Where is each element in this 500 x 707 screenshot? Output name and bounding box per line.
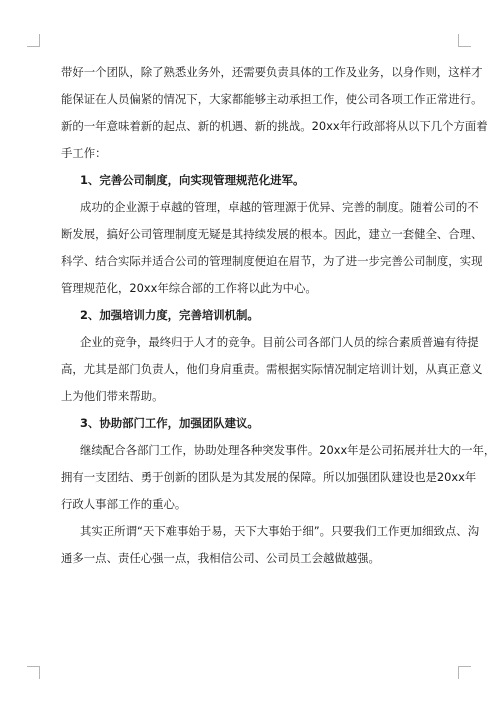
text-line: 企业的竞争，最终归于人才的竞争。目前公司各部门人员的综合素质普遍有待提 [80, 335, 479, 349]
text-line: 继续配合各部门工作，协助处理各种突发事件。20xx年是公司拓展并壮大的一年， [80, 443, 496, 457]
text-line: 其实正所谓“天下难事始于易，天下大事始于细”。只要我们工作更加细致点、沟 [80, 524, 480, 538]
section-heading: 2、加强培训力度，完善培训机制。 [80, 308, 259, 322]
crop-mark-top-left [27, 34, 40, 47]
crop-mark-bottom-left [27, 666, 40, 679]
text-line: 高，尤其是部门负责人，他们身肩重责。需根据实际情况制定培训计划，从真正意义 [61, 362, 483, 376]
text-line: 通多一点、责任心强一点，我相信公司、公司员工会越做越强。 [61, 551, 380, 565]
text-line: 成功的企业源于卓越的管理，卓越的管理源于优异、完善的制度。随着公司的不 [80, 200, 479, 214]
section-heading: 3、协助部门工作，加强团队建议。 [80, 416, 259, 430]
section-heading: 1、完善公司制度，向实现管理规范化进军。 [80, 173, 305, 187]
text-line: 行政人事部工作的重心。 [61, 497, 187, 511]
crop-mark-top-right [458, 34, 471, 47]
text-line: 新的一年意味着新的起点、新的机遇、新的挑战。20xx年行政部将从以下几个方面着 [61, 119, 488, 133]
text-line: 管理规范化，20xx年综合部的工作将以此为中心。 [61, 281, 317, 295]
text-line: 上为他们带来帮助。 [61, 389, 164, 403]
text-line: 带好一个团队，除了熟悉业务外，还需要负责具体的工作及业务，以身作则，这样才 [61, 65, 483, 79]
text-line: 手工作： [61, 146, 107, 160]
crop-mark-bottom-right [458, 666, 471, 679]
text-line: 拥有一支团结、勇于创新的团队是为其发展的保障。所以加强团队建设也是20xx年 [61, 470, 477, 484]
text-line: 科学、结合实际并适合公司的管理制度便迫在眉节，为了进一步完善公司制度，实现 [61, 254, 483, 268]
text-line: 能保证在人员偏紧的情况下，大家都能够主动承担工作，使公司各项工作正常进行。 [61, 92, 483, 106]
text-line: 断发展，搞好公司管理制度无疑是其持续发展的根本。因此，建立一套健全、合理、 [61, 227, 483, 241]
